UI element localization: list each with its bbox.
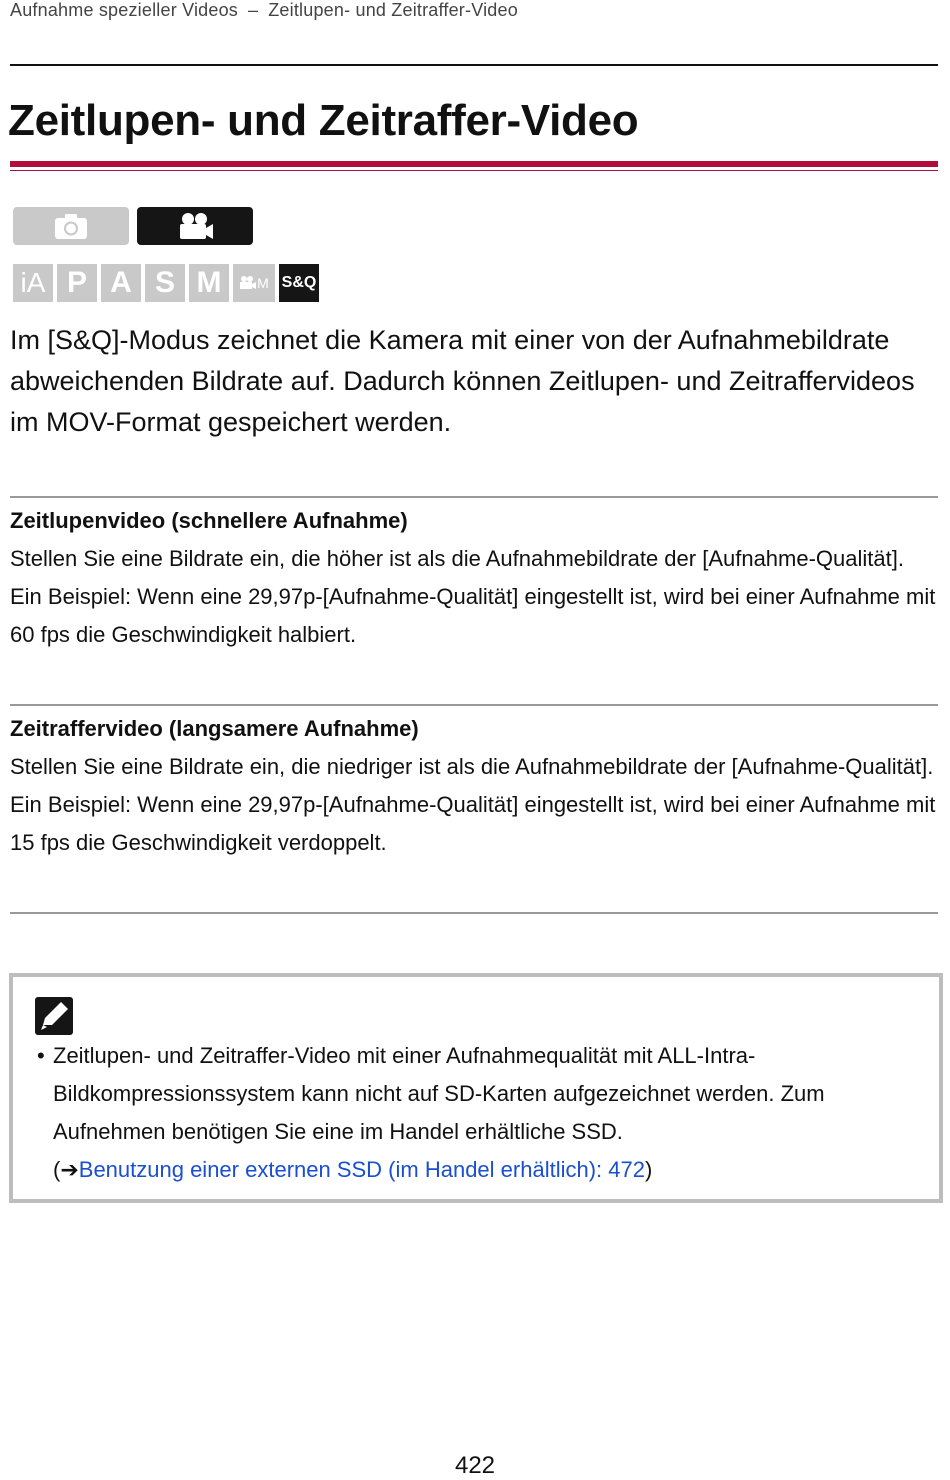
section-time-lapse [10, 710, 940, 862]
mini-movie-camera-icon [239, 275, 257, 291]
mode-m-icon: M [189, 264, 229, 302]
mode-s-icon: S [145, 264, 185, 302]
section-text: Stellen Sie eine Bildrate ein, die niedriger ist als die Aufnahmebildrate der [Aufnahme-Qualität]. [10, 754, 934, 779]
title-underline [10, 161, 938, 167]
intro-text: Im [S&Q]-Modus zeichnet die Kamera mit einer von der Aufnahmebildrate abweichenden Bildrate auf. Dadurch können Zeitlupen- und Zeitraffervideos im MOV-Format gespeichert werden. [10, 325, 915, 437]
section-divider [10, 912, 938, 914]
mode-icons [13, 264, 319, 302]
bullet-icon: • [37, 1043, 45, 1068]
section-text: Stellen Sie eine Bildrate ein, die höher ist als die Aufnahmebildrate der [Aufnahme-Qualität]. [10, 546, 904, 571]
mode-creative-movie-label: M [257, 275, 269, 291]
external-ssd-link[interactable]: Benutzung einer externen SSD (im Handel erhältlich): 472 [78, 1157, 645, 1182]
mode-sq-icon: S&Q [279, 264, 319, 302]
note-item [37, 1037, 917, 1189]
mode-creative-movie-icon [233, 264, 275, 302]
ref-open: ( [53, 1157, 61, 1182]
ref-close: ) [644, 1157, 653, 1182]
movie-camera-icon [175, 211, 215, 243]
section-heading: Zeitlupenvideo (schnellere Aufnahme) [10, 508, 408, 533]
section-example: Ein Beispiel: Wenn eine 29,97p-[Aufnahme-Qualität] eingestellt ist, wird bei einer Aufnahme mit 60 fps die Geschwindigkeit halbiert. [10, 584, 936, 647]
breadcrumb-separator: – [248, 0, 259, 20]
section-divider [10, 496, 938, 498]
pencil-note-icon [35, 997, 73, 1035]
mode-ia-icon: iA [13, 264, 53, 302]
page-number: 422 [454, 1452, 496, 1479]
breadcrumb [10, 0, 518, 21]
camera-icon [51, 211, 91, 241]
section-example: Ein Beispiel: Wenn eine 29,97p-[Aufnahme-Qualität] eingestellt ist, wird bei einer Aufnahme mit 15 fps die Geschwindigkeit verdoppelt. [10, 792, 936, 855]
mode-a-icon: A [101, 264, 141, 302]
page-title: Zeitlupen- und Zeitraffer-Video [8, 96, 639, 145]
header-divider [10, 64, 938, 66]
note-box [9, 973, 943, 1203]
arrow-right-icon: ➔ [60, 1157, 79, 1182]
note-text: Zeitlupen- und Zeitraffer-Video mit einer Aufnahmequalität mit ALL-Intra-Bildkompressionssystem kann nicht auf SD-Karten aufgezeichnet werden. Zum Aufnehmen benötigen Sie eine im Handel erhältliche SSD. [53, 1043, 825, 1144]
section-divider [10, 704, 938, 706]
breadcrumb-page[interactable]: Zeitlupen- und Zeitraffer-Video [268, 0, 518, 20]
section-slow-motion [10, 502, 940, 654]
photo-mode-tab [13, 207, 129, 245]
title-underline-thin [10, 170, 938, 171]
section-heading: Zeitraffervideo (langsamere Aufnahme) [10, 716, 419, 741]
video-mode-tab [137, 207, 253, 245]
mode-p-icon: P [57, 264, 97, 302]
breadcrumb-section[interactable]: Aufnahme spezieller Videos [10, 0, 239, 20]
